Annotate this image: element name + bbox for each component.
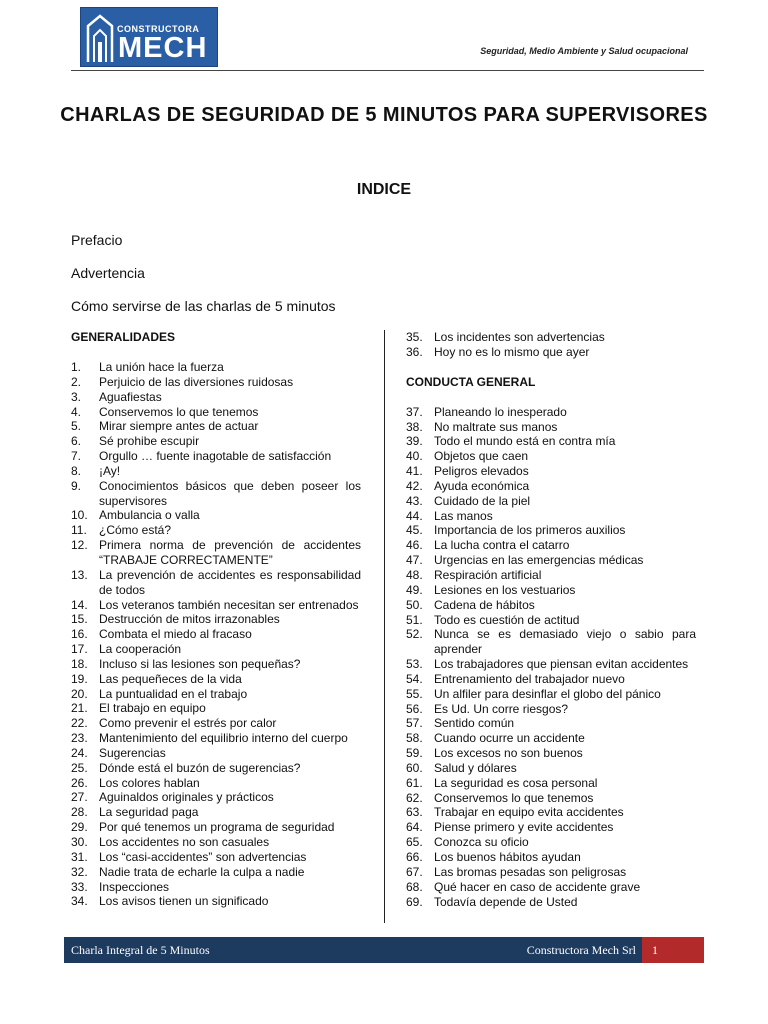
toc-item [406,494,696,509]
toc-item [406,687,696,702]
toc-item [71,865,361,880]
toc-item-title: El trabajo en equipo [99,701,206,716]
toc-item [71,835,361,850]
toc-item-title: Cuidado de la piel [434,493,531,508]
toc-item-title: Aguinaldos originales y prácticos [99,790,274,805]
toc-item-number: 9. [71,478,82,493]
toc-item-number: 4. [71,404,82,419]
toc-item-number: 43. [406,493,423,508]
toc-item [406,805,696,820]
toc-item [71,880,361,895]
toc-item-number: 68. [406,879,423,894]
toc-item [406,702,696,717]
toc-item [406,583,696,598]
toc-item-title: La seguridad es cosa personal [434,775,598,790]
company-logo [80,7,218,67]
toc-item-title: La cooperación [99,642,182,657]
toc-item [71,642,361,657]
toc-item-title: Dónde está el buzón de sugerencias? [99,760,301,775]
toc-item-number: 51. [406,612,423,627]
toc-item [406,895,696,910]
toc-item-number: 53. [406,657,423,672]
toc-item [71,360,361,375]
toc-item [71,598,361,613]
page-number: 1 [652,943,658,957]
toc-item [71,627,361,642]
toc-item-title: Combata el miedo al fracaso [99,627,252,642]
toc-item-title: Los accidentes no son casuales [99,835,270,849]
toc-item-title: Sugerencias [99,745,166,760]
toc-item [71,790,361,805]
toc-item-number: 24. [71,745,88,760]
toc-item [71,805,361,820]
toc-item [406,434,696,449]
toc-item-number: 31. [71,849,88,864]
toc-item-number: 36. [406,344,423,359]
toc-item-number: 10. [71,508,88,523]
toc-item-title: Los avisos tienen un significado [99,894,269,909]
toc-item-number: 23. [71,731,88,746]
toc-item-title: Salud y dólares [434,760,517,775]
toc-item-number: 1. [71,360,82,374]
toc-item-number: 2. [71,374,82,389]
toc-item-number: 66. [406,850,423,864]
toc-item-number: 69. [406,894,423,909]
toc-item-title: Todo es cuestión de actitud [434,612,580,627]
toc-item-title: Conservemos lo que tenemos [434,790,594,805]
toc-list-right-top [406,330,696,360]
toc-item-title: Incluso si las lesiones son pequeñas? [99,656,301,671]
toc-item-title: ¡Ay! [99,463,121,478]
toc-item-title: Respiración artificial [434,567,542,582]
toc-item-number: 46. [406,538,423,553]
toc-item [406,672,696,687]
toc-item [406,880,696,895]
toc-item-number: 44. [406,508,423,523]
toc-item-title: Todavía depende de Usted [434,894,578,909]
toc-item-title: Las bromas pesadas son peligrosas [434,864,627,879]
page-footer [64,937,704,963]
toc-item-number: 14. [71,597,88,612]
toc-item-number: 22. [71,716,88,731]
logo-line-1: CONSTRUCTORA [117,24,200,34]
toc-item-title: Destrucción de mitos irrazonables [99,612,280,627]
toc-item-title: Todo el mundo está en contra mía [434,434,616,449]
toc-item [71,894,361,909]
toc-item-title: Conozca su oficio [434,835,529,850]
toc-item [71,538,361,568]
toc-item [406,657,696,672]
header-note: Seguridad, Medio Ambiente y Salud ocupacional [480,46,688,56]
toc-item-number: 12. [71,538,88,553]
toc-item-title: Sentido común [434,716,515,731]
toc-item [406,850,696,865]
toc-right-column [406,330,696,909]
toc-item-title: No maltrate sus manos [434,419,558,434]
toc-item-title: La lucha contra el catarro [434,538,570,553]
toc-item-number: 8. [71,463,82,478]
toc-item-title: Inspecciones [99,879,170,894]
toc-item [406,449,696,464]
toc-item-number: 37. [406,404,423,419]
column-divider [384,330,385,923]
toc-item-number: 45. [406,523,423,538]
toc-item [406,820,696,835]
toc-item [71,761,361,776]
toc-item-title: Los trabajadores que piensan evitan accidentes [434,657,689,672]
toc-left-column [71,330,361,909]
toc-item [71,568,361,598]
toc-item-number: 32. [71,864,88,879]
toc-item-title: Nunca se es demasiado viejo o sabio para aprender [434,627,696,657]
toc-item-number: 40. [406,449,423,464]
toc-item [406,835,696,850]
toc-item-title: Conservemos lo que tenemos [99,404,259,419]
toc-item-title: Trabajar en equipo evita accidentes [434,805,624,820]
toc-item-number: 47. [406,553,423,568]
toc-item-title: Orgullo … fuente inagotable de satisfacción [99,449,332,464]
toc-item-number: 64. [406,820,423,835]
toc-item-number: 17. [71,642,88,657]
toc-item-number: 49. [406,582,423,597]
header-rule [71,70,704,71]
section-heading-generalidades: GENERALIDADES [71,330,176,344]
toc-item [71,657,361,672]
toc-item [406,627,696,657]
front-matter-advertencia: Advertencia [71,265,145,281]
toc-item-title: Mirar siempre antes de actuar [99,419,259,434]
toc-item-title: La seguridad paga [99,805,199,820]
toc-item-number: 19. [71,671,88,686]
toc-item [406,598,696,613]
toc-item-title: Nadie trata de echarle la culpa a nadie [99,864,305,879]
toc-item [406,553,696,568]
toc-item-title: Qué hacer en caso de accidente grave [434,879,641,894]
toc-item [71,746,361,761]
toc-item-title: Es Ud. Un corre riesgos? [434,701,569,716]
toc-item [406,791,696,806]
toc-list-left [71,360,361,909]
toc-item-title: Cuando ocurre un accidente [434,731,585,746]
toc-item-title: Urgencias en las emergencias médicas [434,553,644,568]
toc-item-title: ¿Cómo está? [99,523,172,538]
toc-item [406,345,696,360]
toc-item-number: 16. [71,627,88,642]
toc-item [71,523,361,538]
toc-item-number: 33. [71,879,88,894]
toc-item-number: 35. [406,330,423,344]
toc-item-title: Sé prohibe escupir [99,434,200,449]
toc-item-title: Peligros elevados [434,464,529,479]
toc-item-title: La puntualidad en el trabajo [99,686,248,701]
toc-item [71,449,361,464]
toc-item-title: Mantenimiento del equilibrio interno del cuerpo [99,731,348,746]
toc-item-number: 3. [71,389,82,404]
toc-item [406,479,696,494]
toc-item [71,405,361,420]
front-matter-como-servirse: Cómo servirse de las charlas de 5 minutos [71,298,336,314]
toc-item-number: 52. [406,627,423,642]
toc-item [406,613,696,628]
toc-item-title: Cadena de hábitos [434,597,535,612]
toc-item-number: 57. [406,716,423,731]
toc-item-title: Los incidentes son advertencias [434,330,605,344]
toc-item [71,434,361,449]
toc-item [71,419,361,434]
toc-item [406,568,696,583]
toc-item-title: Piense primero y evite accidentes [434,820,614,835]
toc-item [406,330,696,345]
toc-item-title: Ambulancia o valla [99,508,200,523]
toc-item [71,776,361,791]
toc-item-title: Los excesos no son buenos [434,746,583,761]
index-heading: INDICE [356,181,412,198]
toc-item-number: 26. [71,775,88,790]
page-number-box [642,937,704,963]
toc-item-number: 41. [406,464,423,479]
toc-item [71,716,361,731]
toc-item-title: Conocimientos básicos que deben poseer los supervisores [99,478,361,508]
toc-item-title: Por qué tenemos un programa de seguridad [99,820,335,835]
toc-item-title: Aguafiestas [99,389,162,404]
toc-item [406,538,696,553]
toc-item [71,612,361,627]
toc-item [71,701,361,716]
toc-item-number: 39. [406,434,423,449]
toc-item-number: 30. [71,835,88,849]
building-icon [85,12,115,64]
toc-item [406,746,696,761]
toc-item-title: Los buenos hábitos ayudan [434,850,581,864]
toc-item [406,865,696,880]
toc-item [406,776,696,791]
toc-item-title: Como prevenir el estrés por calor [99,716,277,731]
toc-item [71,464,361,479]
toc-item-title: Importancia de los primeros auxilios [434,523,626,538]
toc-item-number: 27. [71,790,88,805]
document-title: CHARLAS DE SEGURIDAD DE 5 MINUTOS PARA SUPERVISORES [60,104,708,126]
front-matter-prefacio: Prefacio [71,232,123,248]
toc-item [406,420,696,435]
toc-item-number: 21. [71,701,88,716]
toc-item-number: 65. [406,835,423,850]
toc-item [406,716,696,731]
toc-item [71,390,361,405]
toc-item-number: 25. [71,760,88,775]
toc-item-number: 60. [406,760,423,775]
toc-item-number: 55. [406,686,423,701]
toc-item [71,731,361,746]
toc-item-number: 15. [71,612,88,627]
toc-item [71,508,361,523]
toc-item-number: 13. [71,567,88,582]
toc-item-title: Planeando lo inesperado [434,404,567,419]
toc-item-number: 38. [406,419,423,434]
toc-item-title: Los colores hablan [99,775,200,790]
toc-item [71,375,361,390]
toc-item [406,761,696,776]
toc-list-right [406,405,696,910]
toc-item-title: Objetos que caen [434,449,529,464]
toc-item-number: 42. [406,478,423,493]
toc-item [71,479,361,509]
toc-item-number: 48. [406,567,423,582]
toc-item-title: Ayuda económica [434,478,530,493]
toc-item-number: 11. [71,523,87,538]
toc-item [406,509,696,524]
toc-item-number: 67. [406,864,423,879]
toc-item [406,523,696,538]
toc-item-title: Entrenamiento del trabajador nuevo [434,671,625,686]
footer-left-text: Charla Integral de 5 Minutos [71,943,210,957]
toc-item-title: Las manos [434,508,493,523]
toc-item [406,405,696,420]
toc-item [406,464,696,479]
toc-item [406,731,696,746]
toc-item-title: La unión hace la fuerza [99,360,224,374]
toc-item-title: Hoy no es lo mismo que ayer [434,344,590,359]
toc-item-number: 61. [406,775,423,790]
footer-right-text: Constructora Mech Srl [526,943,636,957]
toc-item-number: 54. [406,671,423,686]
toc-item-number: 29. [71,820,88,835]
toc-item-title: Primera norma de prevención de accidentes “TRABAJE CORRECTAMENTE” [99,538,361,567]
toc-item-number: 58. [406,731,423,746]
logo-line-2: MECH [118,32,208,64]
toc-item-title: Un alfiler para desinflar el globo del pánico [434,686,661,701]
toc-item [71,820,361,835]
toc-item-title: Los “casi-accidentes” son advertencias [99,849,307,864]
toc-item-number: 20. [71,686,88,701]
toc-item-title: Los veteranos también necesitan ser entrenados [99,597,359,612]
toc-item-title: Las pequeñeces de la vida [99,671,242,686]
toc-item-number: 50. [406,597,423,612]
toc-item-number: 6. [71,434,82,449]
toc-item-number: 63. [406,805,423,820]
toc-item-title: La prevención de accidentes es responsabilidad de todos [99,567,361,597]
toc-item-number: 18. [71,656,88,671]
toc-item-number: 5. [71,419,82,434]
toc-item-number: 34. [71,894,88,909]
toc-item [71,687,361,702]
toc-item-title: Perjuicio de las diversiones ruidosas [99,374,294,389]
toc-item-number: 62. [406,790,423,805]
toc-item [71,850,361,865]
toc-item-number: 28. [71,805,88,820]
toc-item-number: 7. [71,449,82,464]
section-heading-conducta-general: CONDUCTA GENERAL [406,374,536,389]
toc-item-number: 56. [406,701,423,716]
toc-item-title: Lesiones en los vestuarios [434,582,576,597]
toc-item-number: 59. [406,746,423,761]
toc-item [71,672,361,687]
